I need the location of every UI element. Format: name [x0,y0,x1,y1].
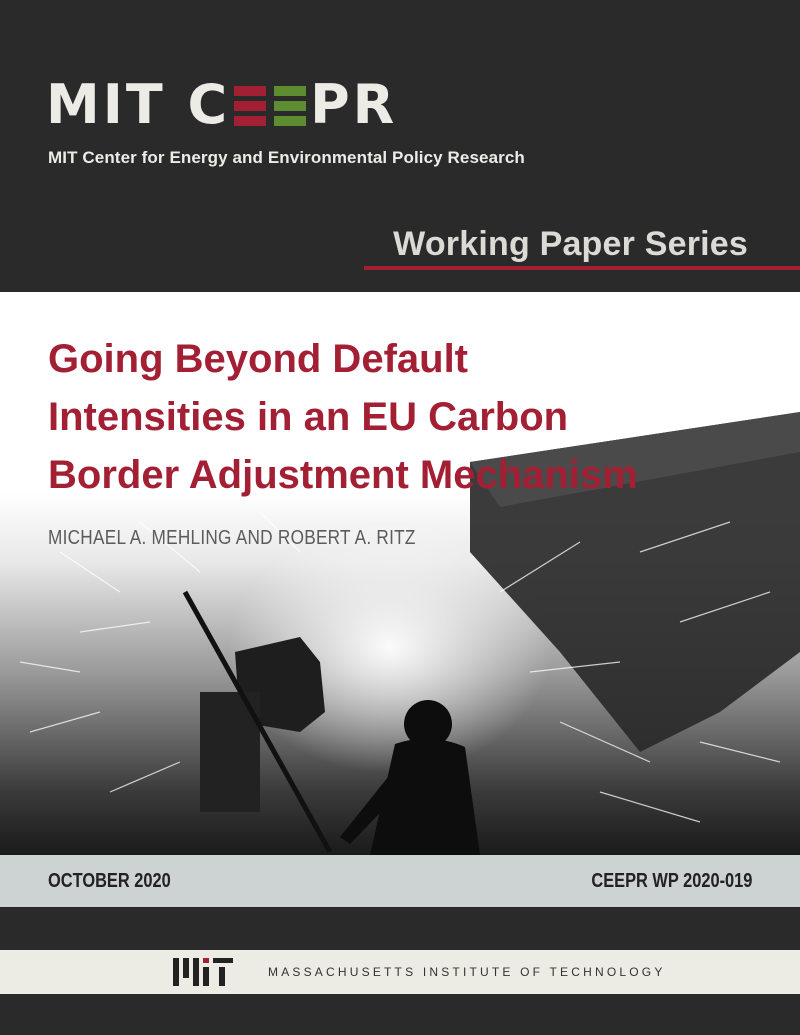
institution-name: MASSACHUSETTS INSTITUTE OF TECHNOLOGY [268,965,666,979]
mit-logo-icon [173,958,233,986]
title-line: Going Beyond Default [48,337,468,381]
header [0,0,800,292]
cover-photo [0,292,800,855]
ceepr-logo [46,73,398,136]
date-band [0,855,800,907]
center-name: MIT Center for Energy and Environmental Policy Research [48,148,525,167]
logo-e-icon [274,86,306,126]
logo-text-left: MIT C [46,73,231,136]
publication-date: OCTOBER 2020 [48,870,171,892]
authors: MICHAEL A. MEHLING AND ROBERT A. RITZ [48,527,416,549]
paper-title [48,330,638,504]
series-title: Working Paper Series [393,225,748,263]
logo-text-right: PR [310,73,398,136]
series-underline [364,266,800,270]
working-paper-number: CEEPR WP 2020-019 [590,870,752,892]
footer [0,950,800,994]
title-line: Border Adjustment Mechanism [48,453,638,497]
title-line: Intensities in an EU Carbon [48,395,569,439]
logo-e-icon [234,86,266,126]
